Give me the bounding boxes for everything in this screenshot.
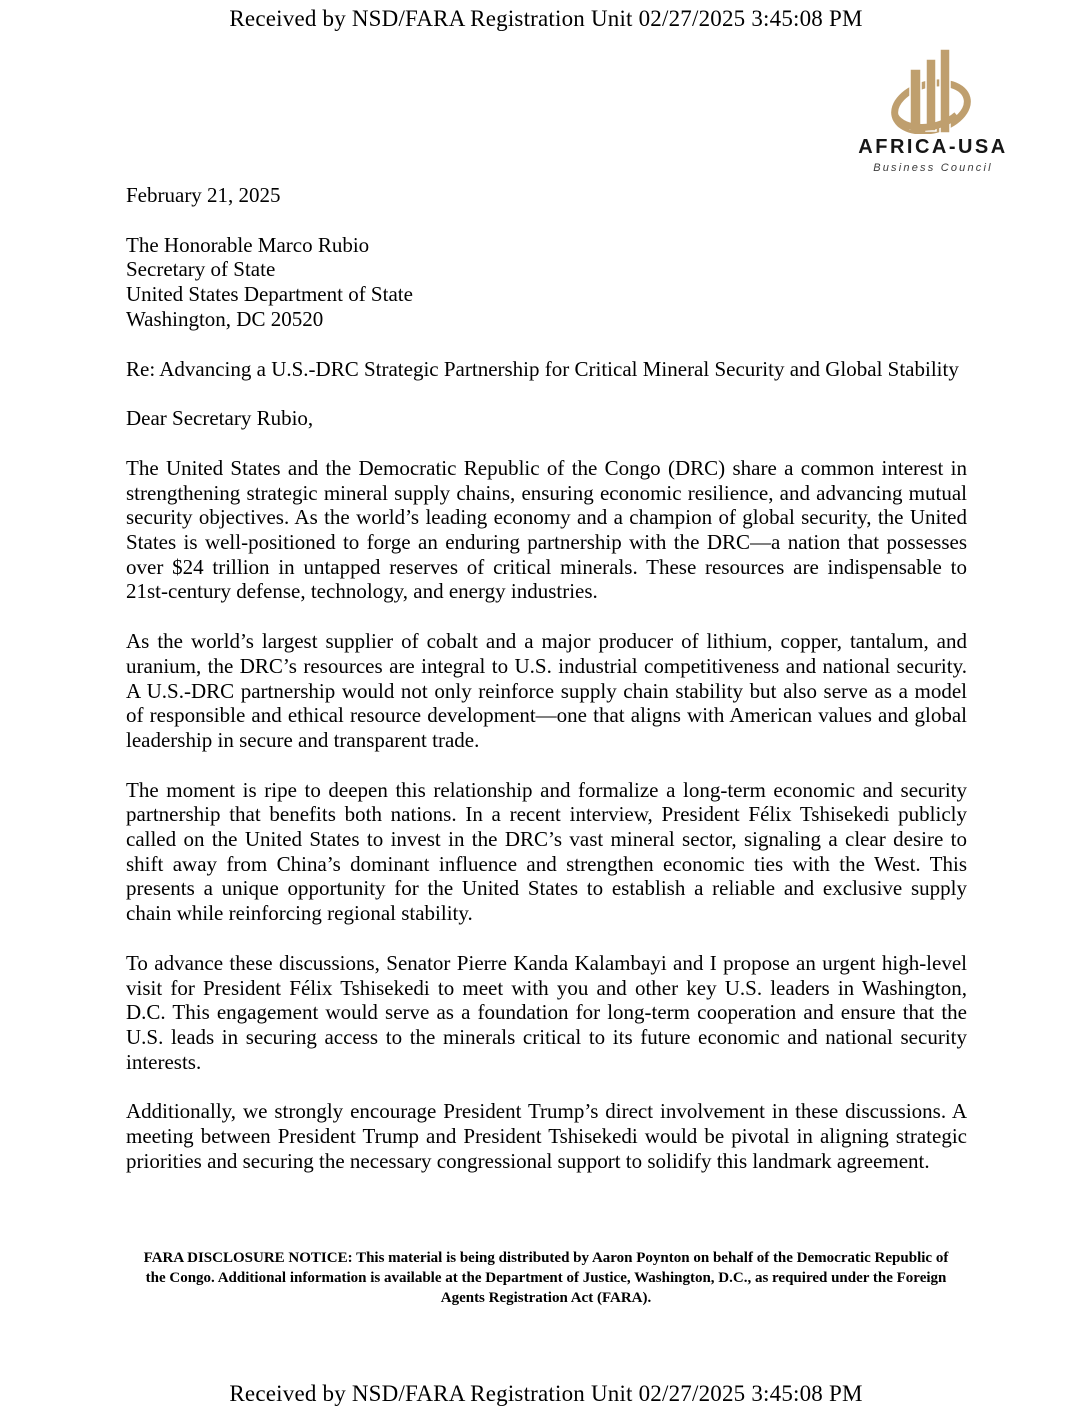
logo-wordmark: AFRICA-USA	[858, 136, 1008, 158]
received-stamp-bottom: Received by NSD/FARA Registration Unit 02/27/2025 3:45:08 PM	[229, 1381, 863, 1406]
recipient-title: Secretary of State	[126, 257, 276, 282]
subject-line: Re: Advancing a U.S.-DRC Strategic Partnership for Critical Mineral Security and Global Stability	[126, 356, 959, 381]
received-stamp-top: Received by NSD/FARA Registration Unit 02/27/2025 3:45:08 PM	[229, 6, 863, 31]
salutation: Dear Secretary Rubio,	[126, 406, 314, 431]
recipient-city-line: Washington, DC 20520	[126, 306, 324, 331]
recipient-name: The Honorable Marco Rubio	[126, 232, 370, 257]
recipient-address-block	[126, 233, 967, 332]
logo-subtitle: Business Council	[873, 162, 993, 174]
body-paragraph-5: Additionally, we strongly encourage President Trump’s direct involvement in these discussions. A meeting between President Trump and President Tshisekedi would be pivotal in aligning strategic priorities and securing the necessary congressional support to solidify this landmark agreement.	[126, 1099, 967, 1173]
body-paragraph-1: The United States and the Democratic Republic of the Congo (DRC) share a common interest in strengthening strategic mineral supply chains, ensuring economic resilience, and advancing mutual security objectives. As the world’s leading economy and a champion of global security, the United States is well-positioned to forge an enduring partnership with the DRC—a nation that possesses over $24 trillion in untapped reserves of critical minerals. These resources are indispensable to 21st-century defense, technology, and energy industries.	[126, 455, 967, 604]
body-paragraph-3: The moment is ripe to deepen this relationship and formalize a long-term economic and security partnership that benefits both nations. In a recent interview, President Félix Tshisekedi publicly called on the United States to invest in the DRC’s vast mineral sector, signaling a clear desire to shift away from China’s dominant influence and strengthen economic ties with the West. This presents a unique opportunity for the United States to establish a reliable and exclusive supply chain while reinforcing regional stability.	[126, 777, 967, 926]
fara-disclosure-notice: FARA DISCLOSURE NOTICE: This material is being distributed by Aaron Poynton on behalf of the Democratic Republic of the Congo. Additional information is available at the Department of Justice, Washington, D.C., as required under the Foreign Agents Registration Act (FARA).	[143, 1250, 949, 1306]
bar-chart-swoosh-icon	[874, 44, 992, 134]
letter-date: February 21, 2025	[126, 183, 281, 207]
recipient-organization: United States Department of State	[126, 282, 413, 307]
letter-body	[126, 183, 967, 1174]
africa-usa-business-council-logo	[858, 44, 1008, 174]
body-paragraph-4: To advance these discussions, Senator Pierre Kanda Kalambayi and I propose an urgent high-level visit for President Félix Tshisekedi to meet with you and other key U.S. leaders in Washington, D.C. This engagement would serve as a foundation for long-term cooperation and ensure that the U.S. leads in securing access to the minerals critical to its future economic and national security interests.	[126, 950, 967, 1074]
body-paragraph-2: As the world’s largest supplier of cobalt and a major producer of lithium, copper, tantalum, and uranium, the DRC’s resources are integral to U.S. industrial competitiveness and national security. A U.S.-DRC partnership would not only reinforce supply chain stability but also serve as a model of responsible and ethical resource development—one that aligns with American values and global leadership in secure and transparent trade.	[126, 629, 967, 752]
